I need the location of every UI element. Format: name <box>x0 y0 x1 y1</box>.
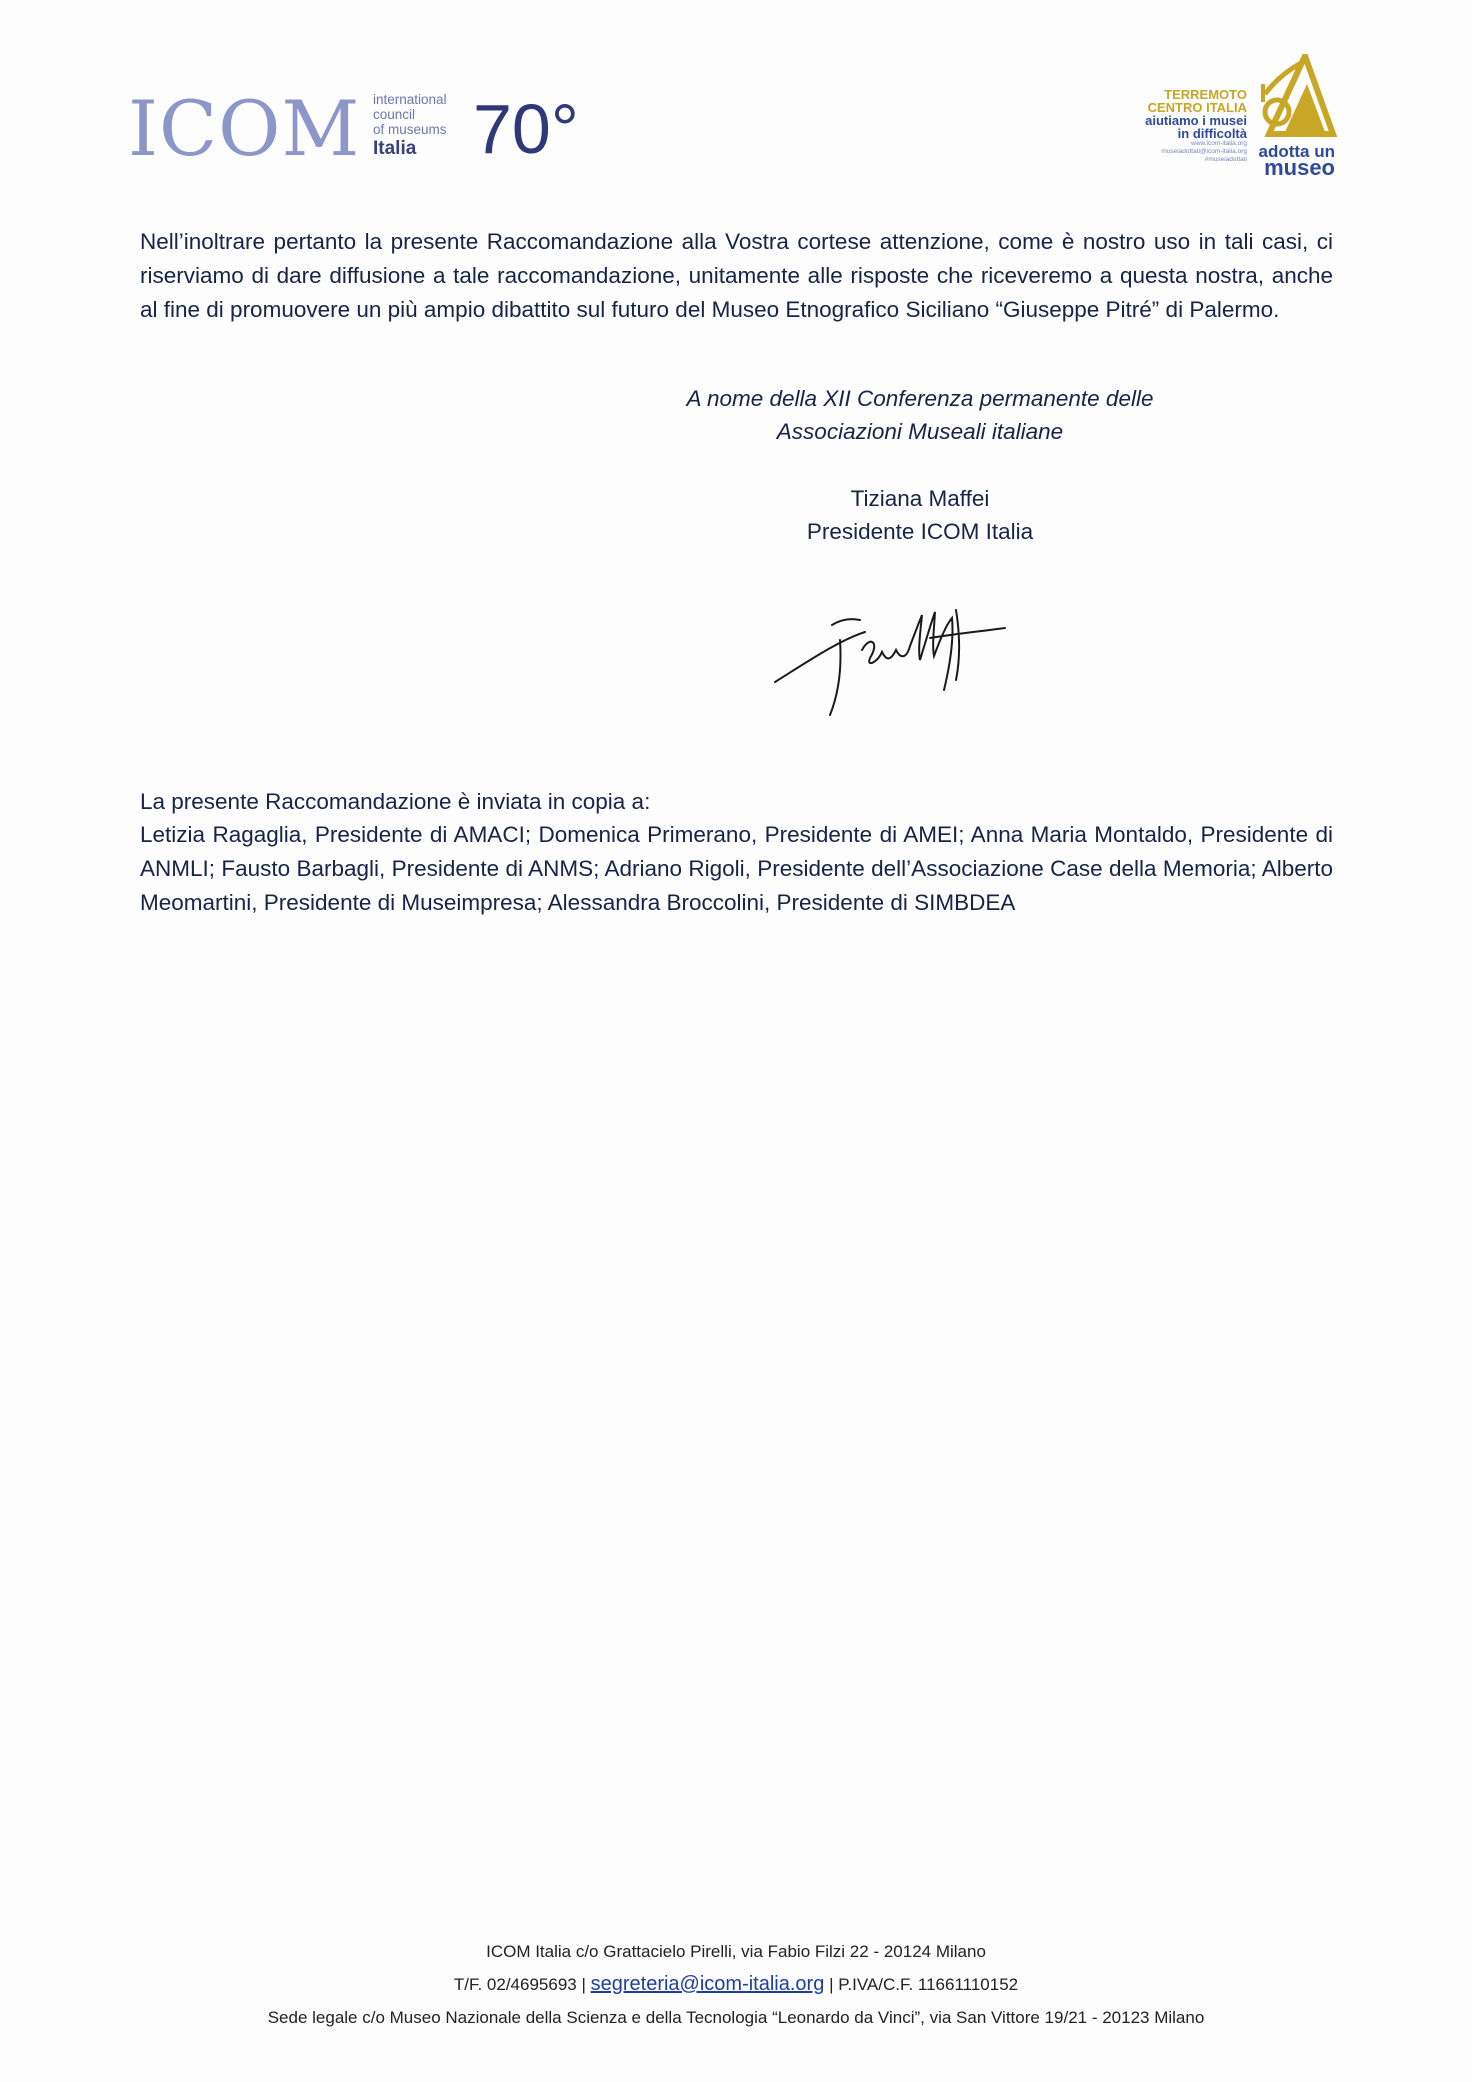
icom-wordmark: ICOM <box>128 84 361 173</box>
closing-formula <box>620 382 1220 448</box>
signer-name: Tiziana Maffei <box>850 486 990 511</box>
separator: | <box>581 1975 591 1994</box>
icom-sub-line: of museums <box>373 122 447 137</box>
campaign-small: museiadottati@icom-italia.org <box>1161 148 1247 155</box>
closing-line: Associazioni Museali italiane <box>776 419 1064 444</box>
footer-contacts <box>0 1968 1472 2001</box>
crane-icon <box>1255 54 1337 144</box>
campaign-text <box>1145 88 1247 164</box>
icom-sub-line: international <box>373 92 447 107</box>
campaign-small: www.icom-italia.org <box>1191 140 1247 147</box>
paragraph-forwarding: Nell’inoltrare pertanto la presente Raccomandazione alla Vostra cortese attenzione, come è nostro uso in tali casi, ci riserviamo di dare diffusione a tale raccomandazione, unitamente alle risposte che riceveremo a questa nostra, anche al fine di promuovere un più ampio dibattito sul futuro del Museo Etnografico Siciliano “Giuseppe Pitré” di Palermo. <box>140 229 1333 322</box>
adotta-un-label: adotta un <box>1258 142 1335 161</box>
adotta-un-museo-logo <box>1135 54 1337 180</box>
signer-block <box>620 482 1220 548</box>
campaign-line: CENTRO ITALIA <box>1147 100 1247 115</box>
footer-legal-seat: Sede legale c/o Museo Nazionale della Scienza e della Tecnologia “Leonardo da Vinci”, via San Vittore 19/21 - 20123 Milano <box>267 2008 1205 2027</box>
separator: | <box>829 1975 839 1994</box>
handwritten-signature <box>770 580 1040 720</box>
copy-intro: La presente Raccomandazione è inviata in copia a: <box>140 789 651 814</box>
campaign-line: in difficoltà <box>1177 126 1247 141</box>
icom-logo <box>128 84 608 174</box>
footer-vat: P.IVA/C.F. 11661110152 <box>838 1975 1019 1994</box>
campaign-small: #museiadottati <box>1204 156 1247 163</box>
closing-line: A nome della XII Conferenza permanente delle <box>686 386 1154 411</box>
signer-role: Presidente ICOM Italia <box>806 519 1034 544</box>
adotta-un-museo-wordmark <box>1258 142 1336 180</box>
email-link[interactable]: segreteria@icom-italia.org <box>590 1973 825 1995</box>
museo-label: museo <box>1264 155 1335 180</box>
icom-country: Italia <box>373 138 417 159</box>
footer-phone: T/F. 02/4695693 <box>453 1975 577 1994</box>
footer-address: ICOM Italia c/o Grattacielo Pirelli, via Fabio Filzi 22 - 20124 Milano <box>486 1942 986 1961</box>
campaign-line: aiutiamo i musei <box>1145 113 1247 128</box>
campaign-line: TERREMOTO <box>1164 87 1247 102</box>
anniversary-label: 70° <box>473 90 579 168</box>
copy-recipients: Letizia Ragaglia, Presidente di AMACI; Domenica Primerano, Presidente di AMEI; Anna Maria Montaldo, Presidente di ANMLI; Fausto Barbagli, Presidente di ANMS; Adriano Rigoli, Presidente dell’Associazione Case della Memoria; Alberto Meomartini, Presidente di Museimpresa; Alessandra Broccolini, Presidente di SIMBDEA <box>140 822 1333 915</box>
icom-sub-line: council <box>373 107 416 122</box>
icom-subtitle <box>373 92 447 160</box>
